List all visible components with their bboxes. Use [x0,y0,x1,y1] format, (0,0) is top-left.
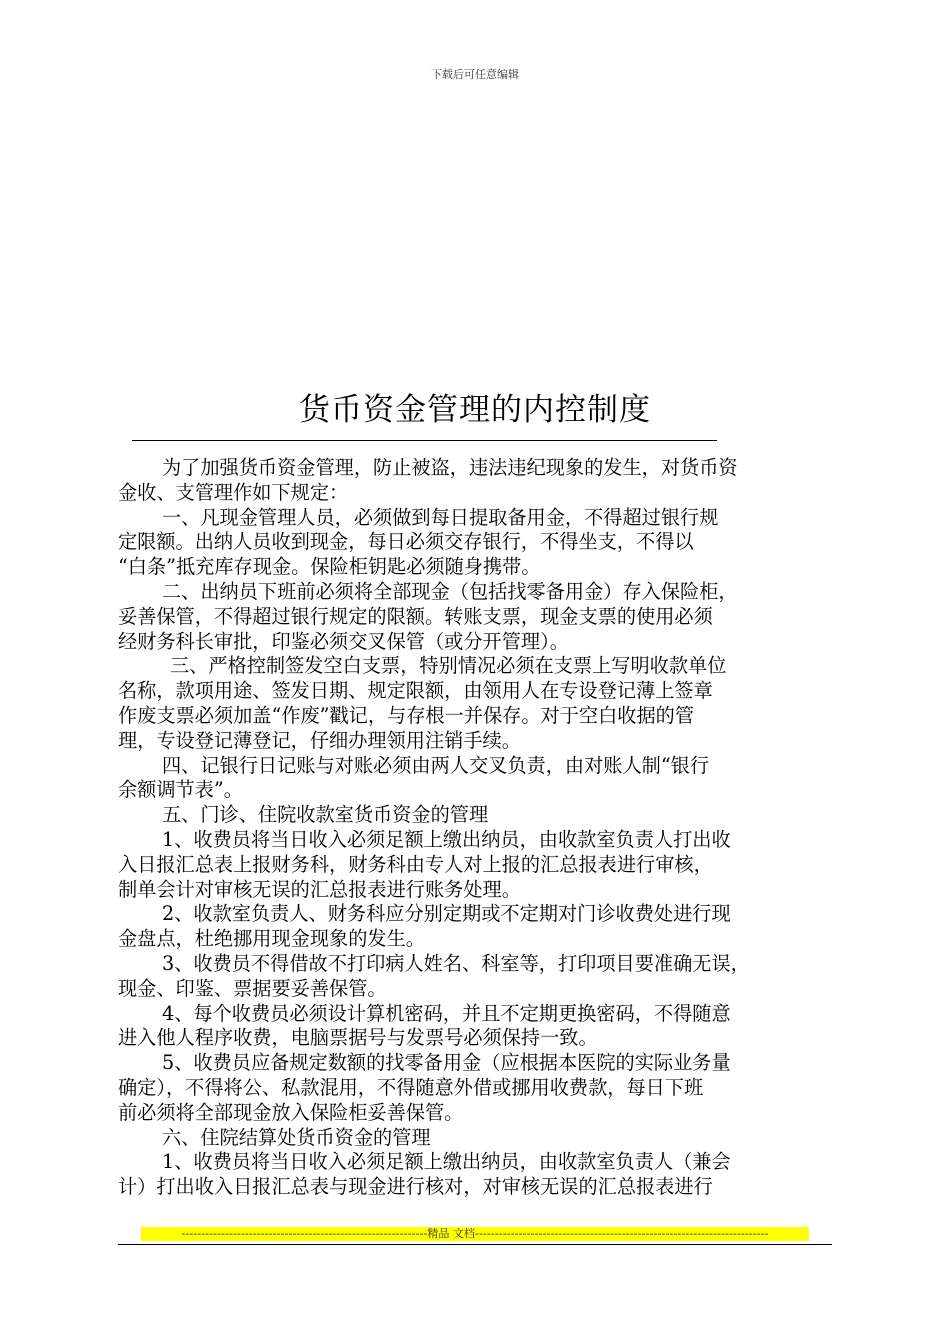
body-line: 金盘点，杜绝挪用现金现象的发生。 [118,927,425,951]
footer-watermark-bar: --------------------------------------------------------------精品 文档-------------------------------------------------------------------------- [141,1227,809,1241]
body-line: 一、凡现金管理人员，必须做到每日提取备用金，不得超过银行规 [162,505,719,529]
body-line: 理，专设登记薄登记，仔细办理领用注销手续。 [118,728,521,752]
body-line: 二、出纳员下班前必须将全部现金（包括找零备用金）存入保险柜， [162,579,738,603]
body-line: 进入他人程序收费，电脑票据号与发票号必须保持一致。 [118,1026,598,1050]
header-note: 下载后可任意编辑 [431,68,519,81]
body-line: 3、收费员不得借故不打印病人姓名、科室等，打印项目要准确无误， [162,951,750,975]
body-line: 5、收费员应备规定数额的找零备用金（应根据本医院的实际业务量 [162,1051,731,1075]
body-line: 四、记银行日记账与对账必须由两人交叉负责，由对账人制“银行 [162,753,710,777]
body-line: 1、收费员将当日收入必须足额上缴出纳员，由收款室负责人（兼会 [162,1150,731,1174]
body-line: 金收、支管理作如下规定： [118,480,349,504]
body-line: 妥善保管，不得超过银行规定的限额。转账支票，现金支票的使用必须 [118,604,713,628]
body-line: 作废支票必须加盖“作废”戳记，与存根一并保存。对于空白收据的管 [118,703,695,727]
document-title: 货币资金管理的内控制度 [299,392,651,428]
body-line: 三、严格控制签发空白支票，特别情况必须在支票上写明收款单位 [170,654,727,678]
body-line: 前必须将全部现金放入保险柜妥善保管。 [118,1100,464,1124]
body-line: 2、收款室负责人、财务科应分别定期或不定期对门诊收费处进行现 [162,902,731,926]
body-line: 六、住院结算处货币资金的管理 [162,1125,431,1149]
body-line: 1、收费员将当日收入必须足额上缴出纳员，由收款室负责人打出收 [162,827,731,851]
body-line: 制单会计对审核无误的汇总报表进行账务处理。 [118,877,521,901]
body-line: 余额调节表”。 [118,778,243,802]
body-line: 为了加强货币资金管理，防止被盗，违法违纪现象的发生，对货币资 [162,456,738,479]
body-line: “白条”抵充库存现金。保险柜钥匙必须随身携带。 [118,555,541,579]
body-line: 现金、印鉴、票据要妥善保管。 [118,976,387,1000]
body-line: 定限额。出纳人员收到现金，每日必须交存银行，不得坐支，不得以 [118,530,694,554]
body-line: 名称，款项用途、签发日期、规定限额，由领用人在专设登记薄上签章 [118,679,713,703]
title-underline [132,440,717,441]
body-line: 经财务科长审批，印鉴必须交叉保管（或分开管理）。 [118,629,569,653]
body-line: 4、每个收费员必须设计算机密码，并且不定期更换密码，不得随意 [162,1001,731,1025]
body-line: 计）打出收入日报汇总表与现金进行核对，对审核无误的汇总报表进行 [118,1175,713,1199]
body-line: 五、门诊、住院收款室货币资金的管理 [162,803,489,827]
footer-rule [118,1244,832,1245]
document-body [118,456,834,1200]
body-line: 入日报汇总表上报财务科，财务科由专人对上报的汇总报表进行审核， [118,852,713,876]
body-line: 确定），不得将公、私款混用，不得随意外借或挪用收费款，每日下班 [118,1075,704,1099]
